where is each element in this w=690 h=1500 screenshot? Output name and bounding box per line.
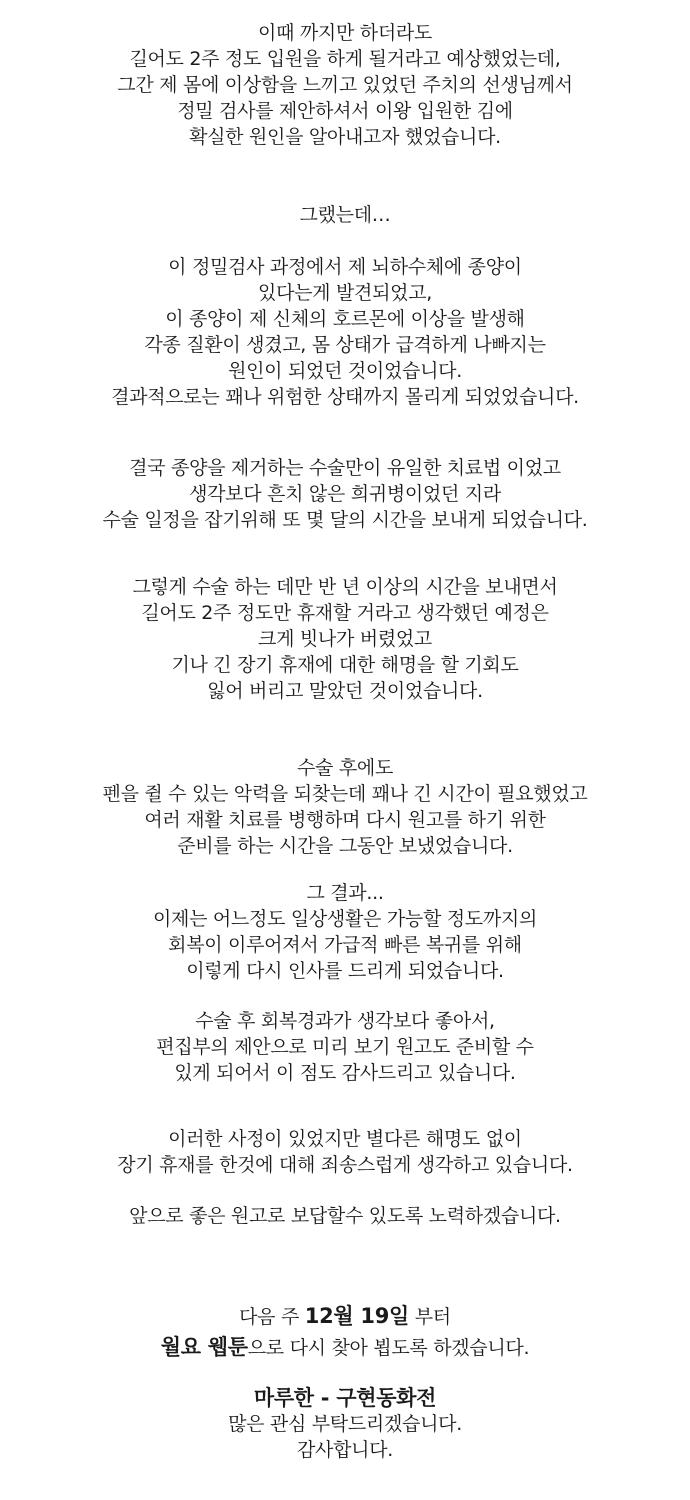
text-line: 결과적으로는 꽤나 위험한 상태까지 몰리게 되었었습니다. — [111, 386, 579, 408]
paragraph-half-year — [0, 574, 690, 704]
closing-thanks: 감사합니다. — [296, 1439, 393, 1461]
schedule-rest: 으로 다시 찾아 뵙도록 하겠습니다. — [247, 1337, 530, 1359]
schedule-announcement — [0, 1303, 690, 1361]
text-line: 그간 제 몸에 이상함을 느끼고 있었던 주치의 선생님께서 — [117, 74, 573, 96]
text-line: 이 정밀검사 과정에서 제 뇌하수체에 종양이 — [168, 256, 522, 278]
schedule-line-day — [0, 1334, 690, 1361]
text-line: 크게 빗나가 버렸었고 — [258, 628, 432, 650]
text-line: 확실한 원인을 알아내고자 했었습니다. — [189, 126, 501, 148]
text-line: 그랬는데… — [299, 204, 391, 226]
text-line: 길어도 2주 정도만 휴재할 거라고 생각했던 예정은 — [141, 602, 549, 624]
paragraph-surgery — [0, 455, 690, 533]
text-line: 각종 질환이 생겼고, 몸 상태가 급격하게 나빠지는 — [144, 334, 546, 356]
text-line: 그렇게 수술 하는 데만 반 년 이상의 시간을 보내면서 — [132, 576, 558, 598]
text-line: 있게 되어서 이 점도 감사드리고 있습니다. — [174, 1062, 516, 1084]
text-line: 길어도 2주 정도 입원을 하게 될거라고 예상했었는데, — [129, 48, 561, 70]
text-line: 정밀 검사를 제안하셔서 이왕 입원한 김에 — [177, 100, 513, 122]
text-line: 이렇게 다시 인사를 드리게 되었습니다. — [186, 960, 504, 982]
text-line: 기나 긴 장기 휴재에 대한 해명을 할 기회도 — [171, 654, 519, 676]
schedule-date: 12월 19일 — [304, 1304, 410, 1328]
text-line: 이 종양이 제 신체의 호르몬에 이상을 발생해 — [165, 308, 525, 330]
paragraph-hospitalization — [0, 20, 690, 150]
text-line: 앞으로 좋은 원고로 보답할수 있도록 노력하겠습니다. — [129, 1205, 561, 1227]
text-line: 회복이 이루어져서 가급적 빠른 복귀를 위해 — [168, 934, 522, 956]
text-line: 이때 까지만 하더라도 — [258, 22, 432, 44]
text-line: 준비를 하는 시간을 그동안 보냈었습니다. — [177, 835, 513, 857]
text-line: 잃어 버리고 말았던 것이었습니다. — [207, 680, 483, 702]
text-line: 수술 일정을 잡기위해 또 몇 달의 시간을 보내게 되었습니다. — [102, 509, 588, 531]
text-line: 수술 후에도 — [296, 757, 393, 779]
text-line: 생각보다 흔치 않은 희귀병이었던 지라 — [189, 483, 501, 505]
schedule-prefix: 다음 주 — [239, 1306, 305, 1328]
text-line: 이러한 사정이 있었지만 별다른 해명도 없이 — [168, 1128, 522, 1150]
schedule-suffix: 부터 — [409, 1306, 451, 1328]
paragraph-but — [0, 202, 690, 228]
closing — [0, 1385, 690, 1463]
text-line: 그 결과... — [306, 882, 384, 904]
text-line: 여러 재활 치료를 병행하며 다시 원고를 하기 위한 — [144, 809, 546, 831]
paragraph-rehab — [0, 755, 690, 859]
text-line: 장기 휴재를 한것에 대해 죄송스럽게 생각하고 있습니다. — [117, 1154, 573, 1176]
paragraph-tumor — [0, 254, 690, 410]
series-title: 마루한 - 구현동화전 — [253, 1386, 437, 1410]
paragraph-promise — [0, 1203, 690, 1229]
paragraph-result — [0, 880, 690, 984]
text-line: 원인이 되었던 것이었습니다. — [228, 360, 462, 382]
schedule-day: 월요 웹툰 — [160, 1335, 248, 1359]
text-line: 펜을 쥘 수 있는 악력을 되찾는데 꽤나 긴 시간이 필요했었고 — [102, 783, 588, 805]
schedule-line-date — [0, 1303, 690, 1330]
text-line: 이제는 어느정도 일상생활은 가능할 정도까지의 — [152, 908, 538, 930]
closing-line: 많은 관심 부탁드리겠습니다. — [228, 1413, 462, 1435]
text-line: 편집부의 제안으로 미리 보기 원고도 준비할 수 — [156, 1036, 534, 1058]
text-line: 있다는게 발견되었고, — [258, 282, 432, 304]
paragraph-apology — [0, 1126, 690, 1178]
text-line: 결국 종양을 제거하는 수술만이 유일한 치료법 이었고 — [129, 457, 561, 479]
paragraph-recovery — [0, 1008, 690, 1086]
text-line: 수술 후 회복경과가 생각보다 좋아서, — [195, 1010, 495, 1032]
